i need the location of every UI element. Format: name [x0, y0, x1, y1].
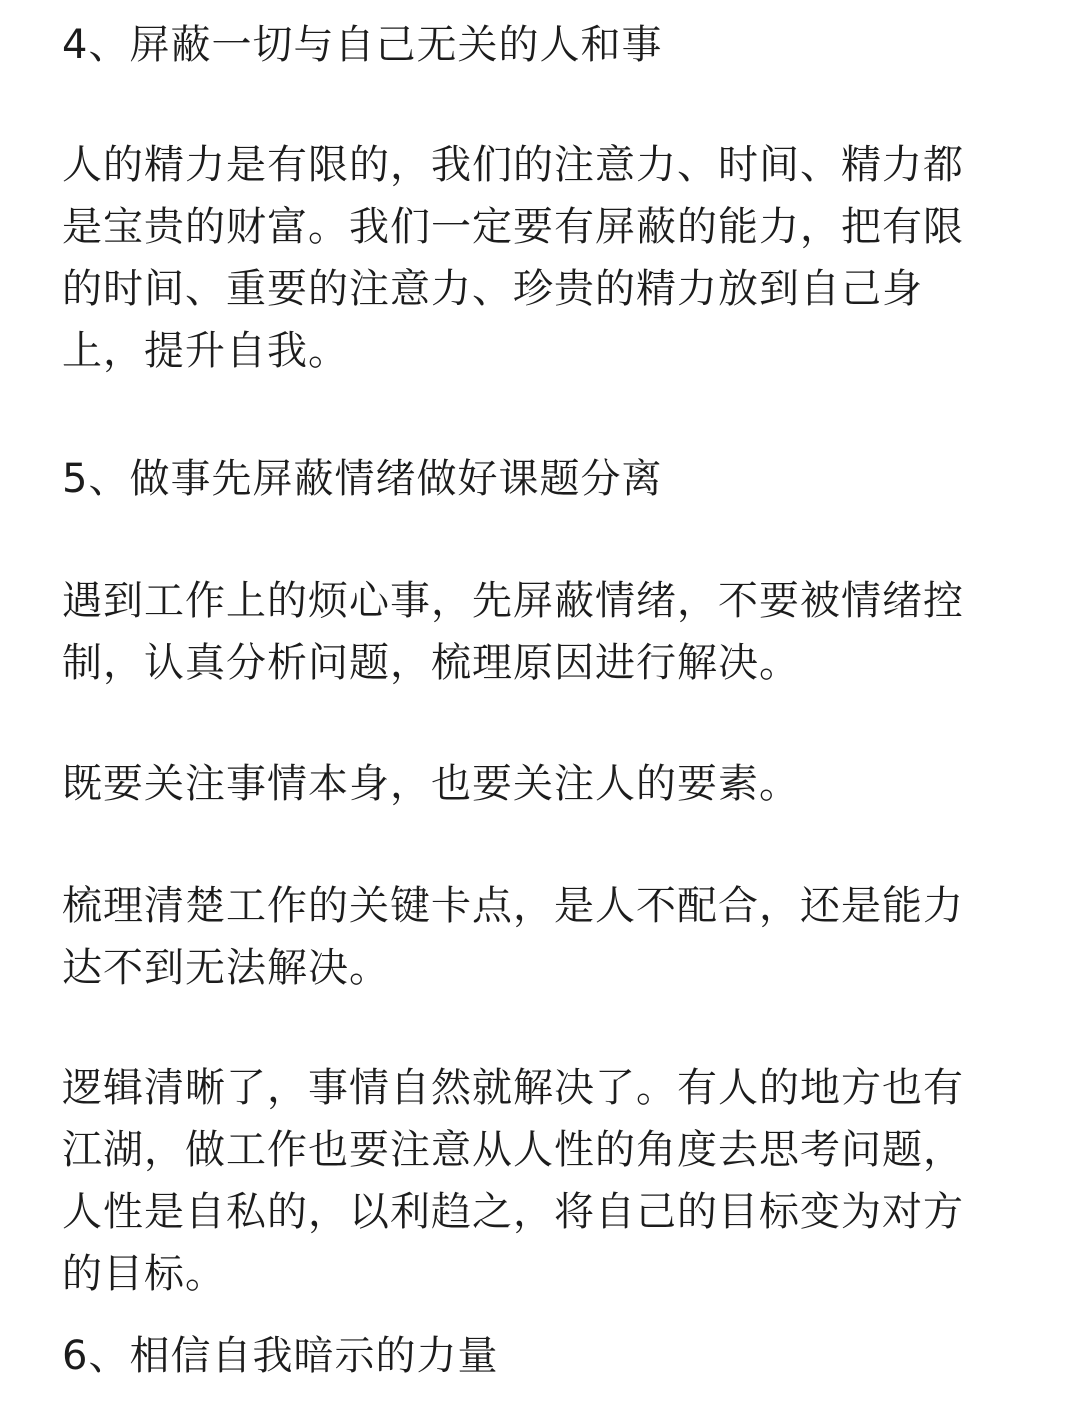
paragraph-line: 制，认真分析问题，梳理原因进行解决。 [62, 640, 800, 686]
paragraph-line: 人性是自私的，以利趋之，将自己的目标变为对方 [62, 1189, 964, 1235]
section-heading-6 [62, 1325, 1022, 1387]
heading-text: 5、做事先屏蔽情绪做好课题分离 [62, 456, 663, 502]
paragraph-line: 达不到无法解决。 [62, 945, 390, 991]
paragraph-attention [62, 134, 1022, 382]
paragraph-line: 遇到工作上的烦心事，先屏蔽情绪，不要被情绪控 [62, 578, 964, 624]
paragraph-line: 的时间、重要的注意力、珍贵的精力放到自己身 [62, 266, 923, 312]
paragraph-line: 江湖，做工作也要注意从人性的角度去思考问题， [62, 1127, 964, 1173]
paragraph-emotions [62, 570, 1022, 694]
paragraph-focus [62, 753, 1022, 815]
paragraph-logic [62, 1057, 1022, 1305]
paragraph-line: 是宝贵的财富。我们一定要有屏蔽的能力，把有限 [62, 204, 964, 250]
paragraph-line: 人的精力是有限的，我们的注意力、时间、精力都 [62, 142, 964, 188]
paragraph-line: 上，提升自我。 [62, 328, 349, 374]
section-heading-4 [62, 14, 1022, 76]
heading-text: 4、屏蔽一切与自己无关的人和事 [62, 22, 663, 68]
paragraph-line: 梳理清楚工作的关键卡点，是人不配合，还是能力 [62, 883, 964, 929]
paragraph-line: 既要关注事情本身，也要关注人的要素。 [62, 761, 800, 807]
section-heading-5 [62, 448, 1022, 510]
paragraph-blockers [62, 875, 1022, 999]
heading-text: 6、相信自我暗示的力量 [62, 1333, 499, 1379]
paragraph-line: 的目标。 [62, 1251, 226, 1297]
paragraph-line: 逻辑清晰了，事情自然就解决了。有人的地方也有 [62, 1065, 964, 1111]
